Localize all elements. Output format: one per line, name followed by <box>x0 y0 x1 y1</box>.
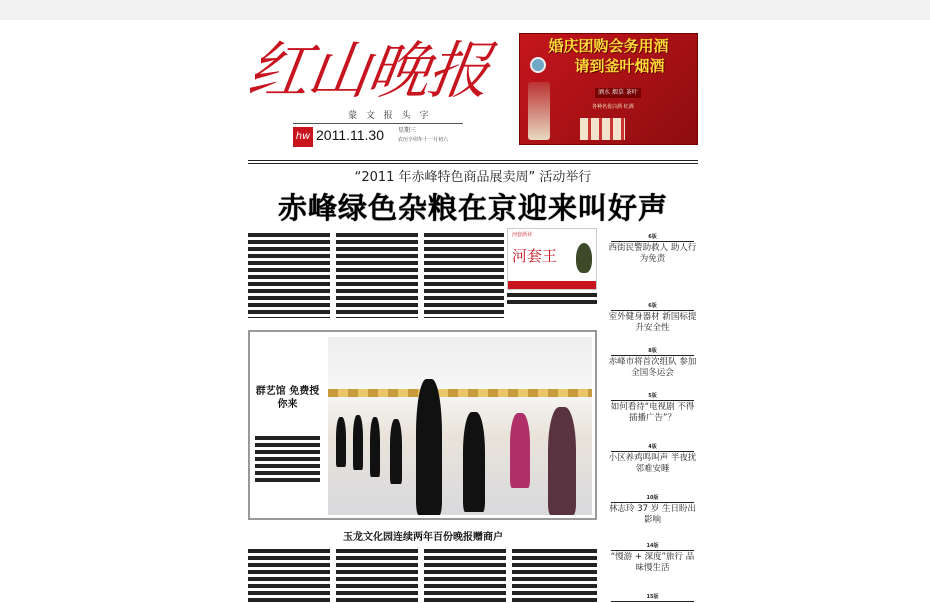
article-column <box>248 548 330 603</box>
article-column <box>336 232 418 318</box>
person <box>353 415 363 470</box>
person <box>416 379 442 515</box>
index-page: 10版 <box>611 494 694 503</box>
index-page: 5版 <box>611 392 694 401</box>
index-page: 4版 <box>611 443 694 452</box>
masthead-rule <box>248 160 698 164</box>
photo-headline[interactable]: 群艺馆 免费授你来 <box>255 386 320 410</box>
article-column <box>507 292 597 306</box>
index-title: 西街民警助救人 助人行为免责 <box>608 243 697 264</box>
bottle-image <box>528 82 550 140</box>
second-headline[interactable]: 玉龙文化园连续两年百份晚报赠商户 <box>343 532 503 543</box>
index-item[interactable] <box>607 347 698 379</box>
index-item[interactable] <box>607 392 698 424</box>
ad-product: 河套王 <box>512 247 558 265</box>
garland <box>328 389 592 397</box>
person <box>463 412 485 512</box>
index-page: 15版 <box>611 593 694 602</box>
index-title: 小区养鸡鸣叫声 半夜扰邻难安睡 <box>608 453 697 474</box>
index-title: 林志玲 37 岁 生日盼出影响 <box>609 504 696 525</box>
index-item[interactable] <box>607 542 698 574</box>
ad-line-2: 请到釜叶烟酒 <box>574 57 665 75</box>
ad-sub: 各种名优白酒 红酒 <box>592 104 634 110</box>
top-bar <box>0 0 930 20</box>
person <box>336 417 346 467</box>
ad-line-1: 婚庆团购会务用酒 <box>548 37 669 55</box>
bottles-image <box>580 118 625 140</box>
article-column <box>512 548 597 603</box>
index-title: “慢游 + 深度”旅行 品味慢生活 <box>610 552 695 573</box>
index-title: 室外健身器材 新国标提升安全性 <box>608 312 697 333</box>
index-item[interactable] <box>607 302 698 334</box>
photo-caption <box>255 435 320 485</box>
index-page: 8版 <box>611 347 694 356</box>
logo-mark: hw <box>293 127 313 147</box>
ad-band <box>508 281 596 289</box>
person <box>390 419 402 484</box>
ad-brand: 河套酒业 <box>512 232 533 238</box>
photo-story[interactable] <box>248 330 597 520</box>
article-column <box>336 548 418 603</box>
masthead-motto: 蒙 文 报 头 字 <box>348 111 432 121</box>
weekday: 星期三 <box>398 127 417 134</box>
index-title: 如何看待“电视剧 不得插播广告”？ <box>610 402 695 423</box>
index-item[interactable] <box>607 593 698 603</box>
top-advertisement[interactable] <box>519 33 698 145</box>
lead-headline[interactable]: 赤峰绿色杂粮在京迎来叫好声 <box>277 191 668 225</box>
article-column <box>424 232 504 318</box>
index-page: 14版 <box>611 542 694 551</box>
person <box>548 407 576 515</box>
person <box>370 417 380 477</box>
index-item[interactable] <box>607 233 698 265</box>
masthead-logo: 红山晚报 <box>242 34 494 107</box>
index-page: 6版 <box>611 233 694 242</box>
divider <box>293 123 463 124</box>
index-item[interactable] <box>607 494 698 526</box>
dance-photo <box>328 337 592 515</box>
issue-date: 2011.11.30 <box>316 127 384 143</box>
index-item[interactable] <box>607 443 698 475</box>
article-column <box>248 232 330 318</box>
lunar-date: 农历辛卯年十一月初六 <box>398 137 449 143</box>
lead-kicker: “2011 年赤峰特色商品展卖周” 活动举行 <box>354 170 592 185</box>
gourd-bottle-image <box>576 243 592 273</box>
article-column <box>424 548 506 603</box>
side-advertisement[interactable] <box>507 228 597 290</box>
index-page: 6版 <box>611 302 694 311</box>
person <box>510 413 530 488</box>
index-title: 赤峰市将首次组队 参加全国冬运会 <box>608 357 697 378</box>
ad-tag: 酒水 烟草 茶叶 <box>595 88 641 98</box>
